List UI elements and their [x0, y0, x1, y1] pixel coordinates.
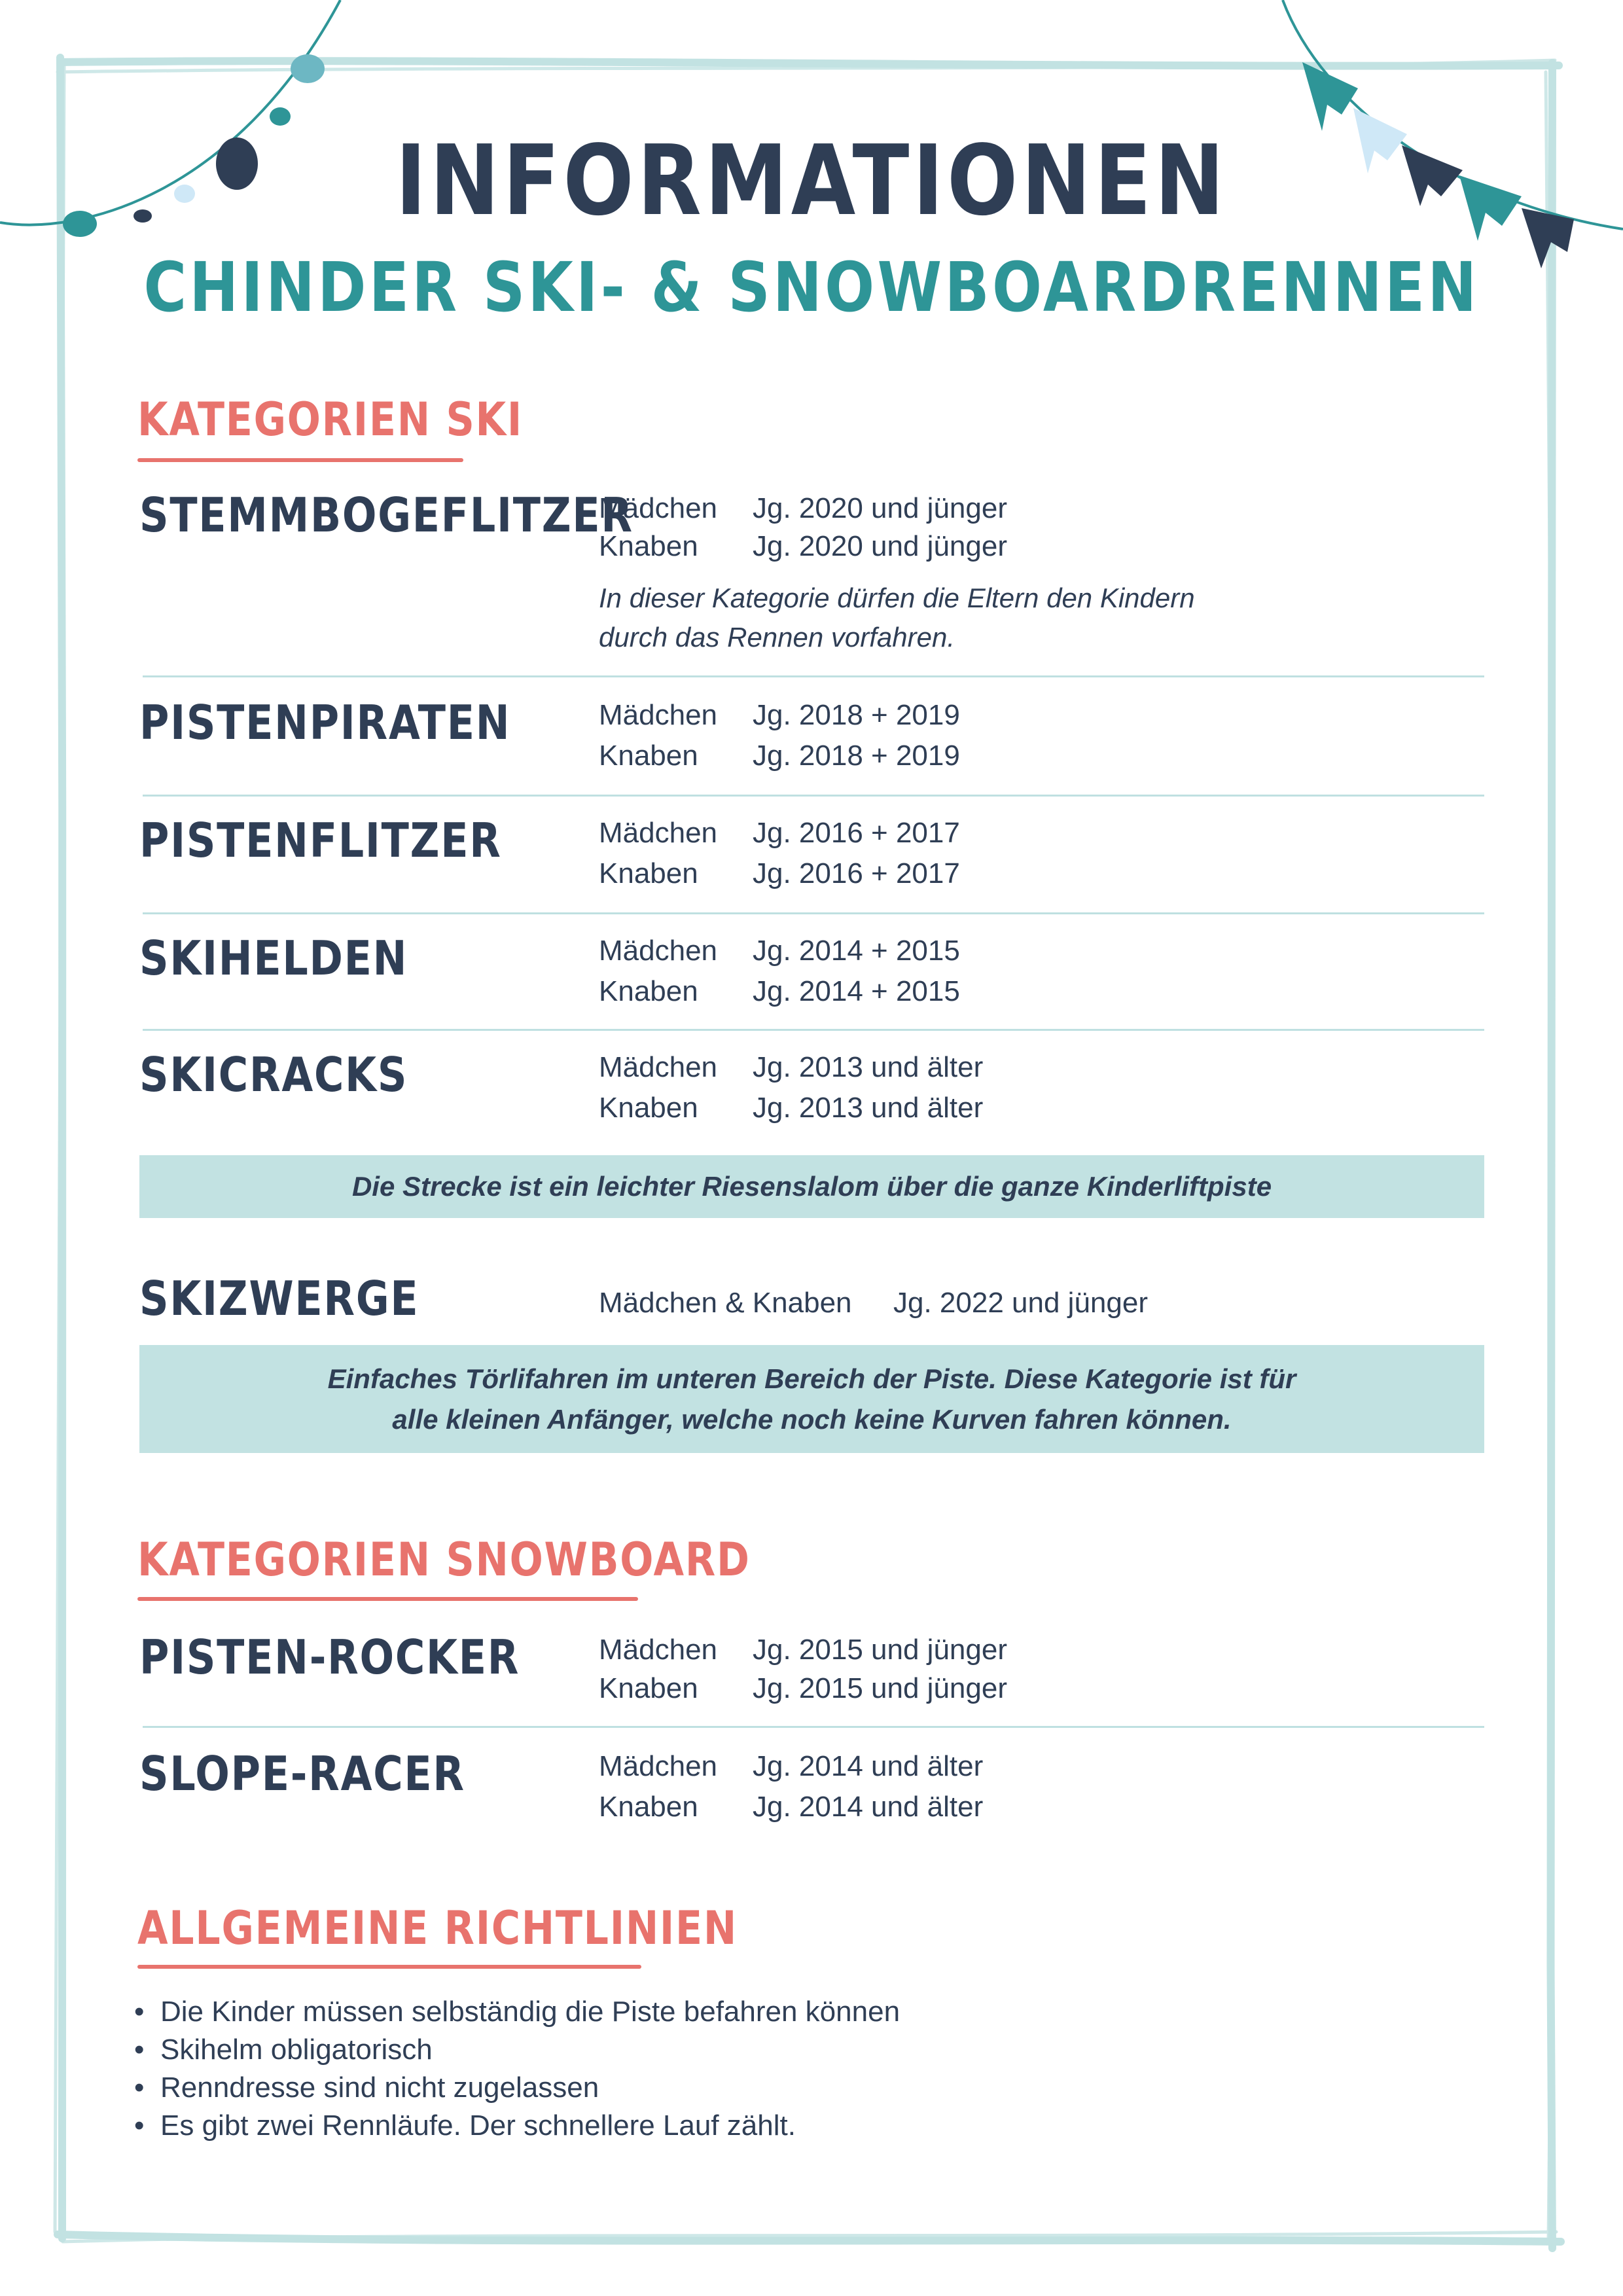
- gender-label: Mädchen: [599, 1051, 718, 1083]
- category-name: PISTENFLITZER: [139, 813, 502, 868]
- gender-label: Mädchen: [599, 492, 718, 524]
- year-range: Jg. 2014 + 2015: [753, 935, 960, 967]
- category-name: PISTEN-ROCKER: [139, 1630, 520, 1685]
- gender-label: Knaben: [599, 740, 698, 772]
- row-separator: [143, 912, 1484, 914]
- category-name: STEMMBOGEFLITZER: [139, 488, 633, 543]
- year-range: Jg. 2013 und älter: [753, 1092, 984, 1124]
- section-heading-rules: ALLGEMEINE RICHTLINIEN: [137, 1901, 738, 1955]
- row-separator: [143, 1029, 1484, 1031]
- category-name: SKICRACKS: [139, 1047, 408, 1102]
- category-name: SKIZWERGE: [139, 1271, 419, 1326]
- year-range: Jg. 2020 und jünger: [753, 530, 1007, 562]
- gender-label: Knaben: [599, 1672, 698, 1704]
- year-range: Jg. 2020 und jünger: [753, 492, 1007, 524]
- category-name: PISTENPIRATEN: [139, 695, 511, 750]
- category-note-line: In dieser Kategorie dürfen die Eltern den Kindern: [599, 583, 1195, 613]
- page-title: INFORMATIONEN: [395, 124, 1228, 237]
- section-heading-ski: KATEGORIEN SKI: [137, 393, 524, 446]
- gender-label: Knaben: [599, 1791, 698, 1823]
- row-separator: [143, 1726, 1484, 1728]
- year-range: Jg. 2013 und älter: [753, 1051, 984, 1083]
- row-separator: [143, 675, 1484, 677]
- gender-label: Mädchen: [599, 1634, 718, 1666]
- year-range: Jg. 2016 + 2017: [753, 817, 960, 849]
- skizwerge-note-line: Einfaches Törlifahren im unteren Bereich der Piste. Diese Kategorie ist für: [327, 1363, 1296, 1394]
- garland-bead: [291, 54, 325, 83]
- gender-label: Knaben: [599, 1092, 698, 1124]
- section-underline: [137, 1965, 641, 1969]
- section-heading-snowboard: KATEGORIEN SNOWBOARD: [137, 1533, 751, 1587]
- year-range: Jg. 2014 und älter: [753, 1750, 984, 1782]
- gender-label: Mädchen: [599, 817, 718, 849]
- rule-item: • Renndresse sind nicht zugelassen: [134, 2069, 900, 2107]
- gender-label: Mädchen: [599, 935, 718, 967]
- gender-label: Mädchen: [599, 699, 718, 731]
- skizwerge-note-line: alle kleinen Anfänger, welche noch keine Kurven fahren können.: [392, 1403, 1232, 1435]
- course-note-box: [139, 1155, 1484, 1218]
- gender-label: Knaben: [599, 857, 698, 889]
- course-note-text: Die Strecke ist ein leichter Riesenslalom über die ganze Kinderliftpiste: [351, 1171, 1272, 1202]
- page-subtitle: CHINDER SKI- & SNOWBOARDRENNEN: [143, 247, 1480, 327]
- year-range: Jg. 2014 + 2015: [753, 975, 960, 1007]
- year-range: Jg. 2016 + 2017: [753, 857, 960, 889]
- rule-item: • Die Kinder müssen selbständig die Piste befahren können: [134, 1993, 900, 2031]
- year-range: Jg. 2018 + 2019: [753, 699, 960, 731]
- category-note-line: durch das Rennen vorfahren.: [599, 622, 955, 653]
- gender-label: Mädchen: [599, 1750, 718, 1782]
- category-name: SLOPE-RACER: [139, 1746, 465, 1801]
- gender-label: Knaben: [599, 530, 698, 562]
- section-underline: [137, 1597, 638, 1601]
- year-range: Jg. 2018 + 2019: [753, 740, 960, 772]
- year-range: Jg. 2015 und jünger: [753, 1672, 1007, 1704]
- section-underline: [137, 458, 463, 462]
- gender-label: Knaben: [599, 975, 698, 1007]
- rule-item: • Skihelm obligatorisch: [134, 2031, 900, 2069]
- garland-bead: [270, 107, 291, 126]
- garland-bead: [63, 211, 97, 237]
- year-range: Jg. 2014 und älter: [753, 1791, 984, 1823]
- gender-label: Mädchen & Knaben: [599, 1287, 852, 1319]
- rules-list: [134, 1993, 900, 2145]
- bunting-flag: [1302, 62, 1358, 131]
- year-range: Jg. 2015 und jünger: [753, 1634, 1007, 1666]
- category-name: SKIHELDEN: [139, 931, 408, 986]
- row-separator: [143, 795, 1484, 797]
- skizwerge-note-box: [139, 1345, 1484, 1453]
- year-range: Jg. 2022 und jünger: [893, 1287, 1148, 1319]
- rule-item: • Es gibt zwei Rennläufe. Der schnellere Lauf zählt.: [134, 2107, 900, 2145]
